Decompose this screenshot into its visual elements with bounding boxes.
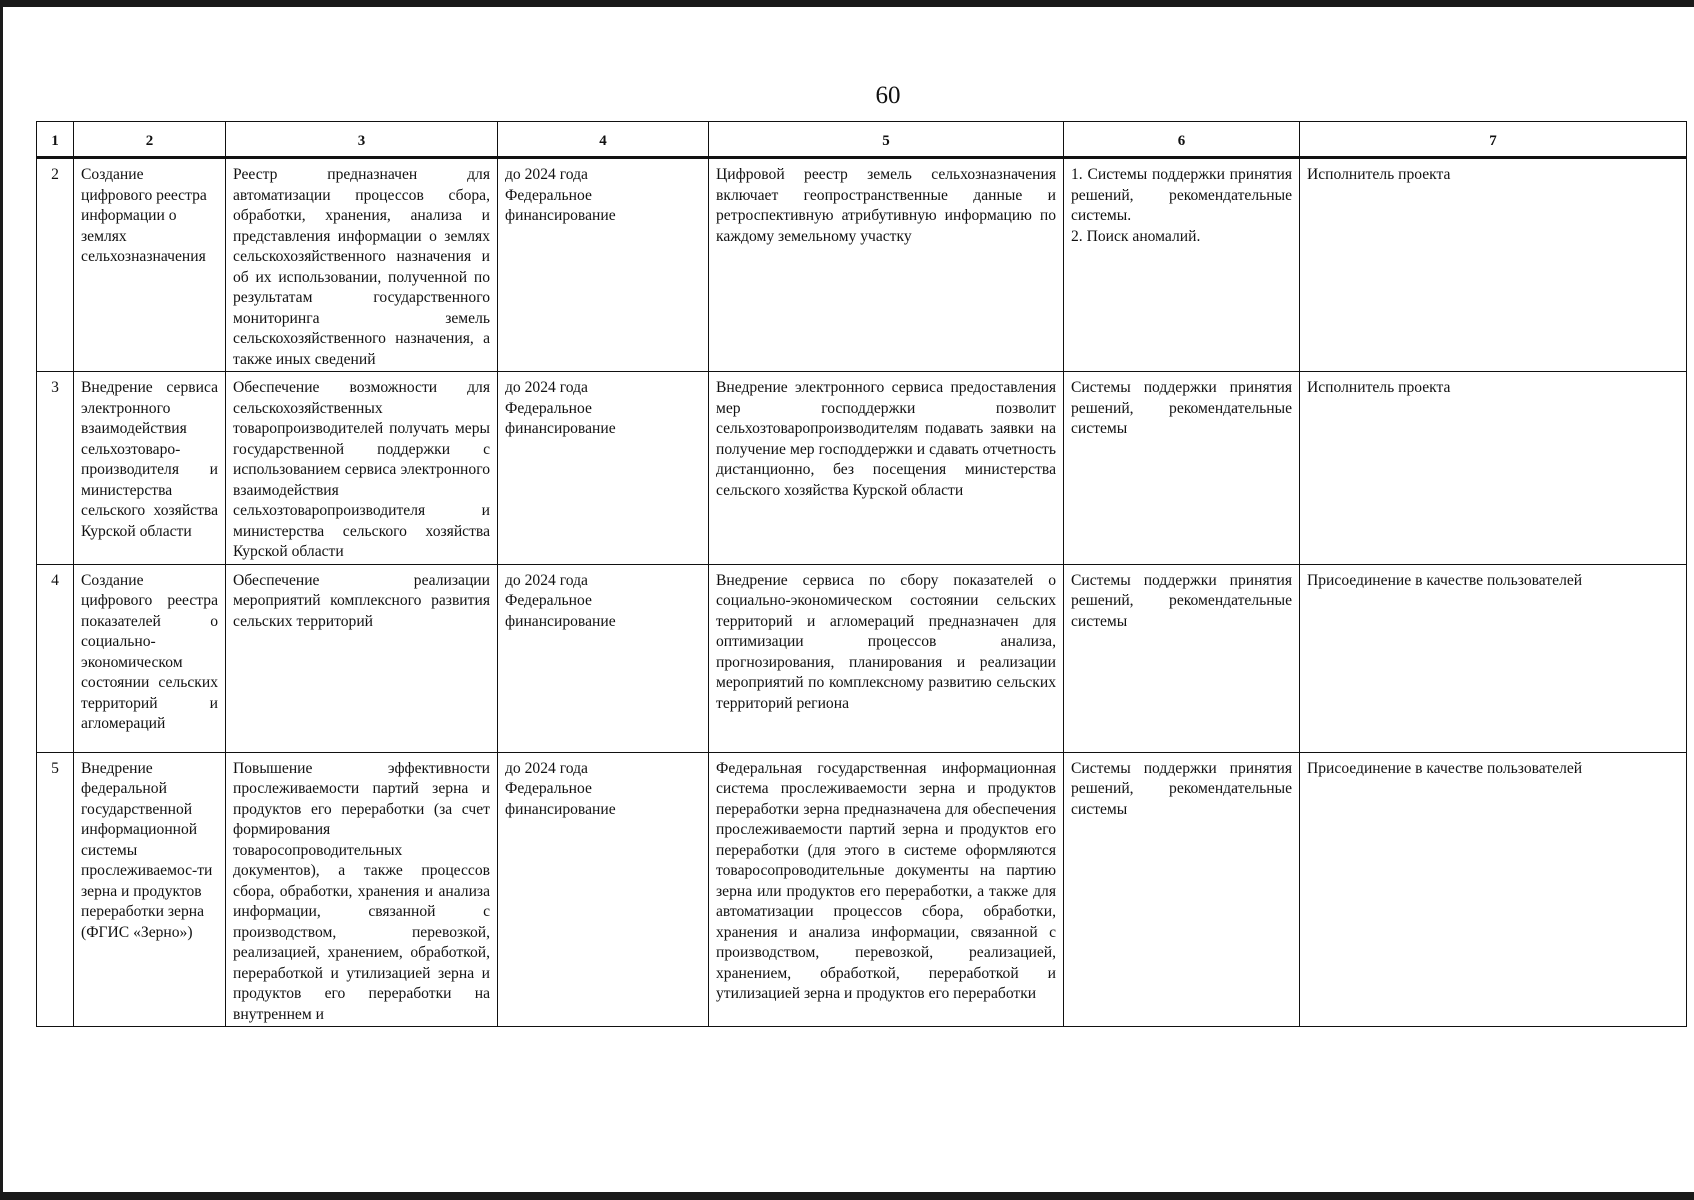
header-col-4: 4	[498, 122, 709, 158]
technology-item: Системы поддержки принятия решений, рекомендательные системы	[1071, 379, 1292, 437]
project-name: Внедрение федеральной государственной информационной системы прослеживаемос-ти зерна и продуктов переработки зерна (ФГИС «Зерно»)	[74, 752, 226, 1027]
row-number: 4	[37, 564, 74, 752]
project-technologies	[1064, 158, 1300, 372]
header-row	[37, 122, 1687, 158]
project-role: Присоединение в качестве пользователей	[1300, 752, 1687, 1027]
project-term-funding	[498, 752, 709, 1027]
project-description: Внедрение электронного сервиса предоставления мер господдержки позволит сельхозтоваропроизводителям подавать заявки на получение мер господдержки и сдавать отчетность дистанционно, без посещения министерства сельского хозяйства Курской области	[709, 372, 1064, 565]
project-term: до 2024 года	[505, 379, 588, 396]
project-term: до 2024 года	[505, 166, 588, 183]
project-description: Цифровой реестр земель сельхозназначения включает геопространственные данные и ретроспективную атрибутивную информацию по каждому земельному участку	[709, 158, 1064, 372]
row-number: 5	[37, 752, 74, 1027]
project-funding: Федеральное финансирование	[505, 592, 616, 630]
table-row	[37, 564, 1687, 752]
technology-item: 2. Поиск аномалий.	[1071, 227, 1201, 245]
project-technologies	[1064, 564, 1300, 752]
header-col-2: 2	[74, 122, 226, 158]
project-description: Федеральная государственная информационная система прослеживаемости зерна и продуктов переработки зерна предназначена для обеспечения прослеживаемости партий зерна и продуктов его переработки (для этого в системе оформляются товаросопроводительные документы на партию зерна или продуктов его переработки, а также для автоматизации процессов сбора, обработки, хранения и анализа информации, связанной с производством, перевозкой, реализацией, хранением, обработкой, переработкой и утилизацией зерна и продуктов его переработки	[709, 752, 1064, 1027]
project-purpose: Реестр предназначен для автоматизации процессов сбора, обработки, хранения, анализа и представления информации о землях сельскохозяйственного назначения и об их использовании, полученной по результатам государственного мониторинга земель сельскохозяйственного назначения, а также иных сведений	[226, 158, 498, 372]
project-term-funding	[498, 158, 709, 372]
project-purpose: Повышение эффективности прослеживаемости партий зерна и продуктов его переработки (за счет формирования товаросопроводительных документов), а также процессов сбора, обработки, хранения и анализа информации, связанной с производством, перевозкой, реализацией, хранением, обработкой, переработкой и утилизацией зерна и продуктов его переработки на внутреннем и	[226, 752, 498, 1027]
project-funding: Федеральное финансирование	[505, 780, 616, 818]
project-purpose: Обеспечение возможности для сельскохозяйственных товаропроизводителей получать меры государственной поддержки с использованием сервиса электронного взаимодействия сельхозтоваропроизводителя и министерства сельского хозяйства Курской области	[226, 372, 498, 565]
technology-item: Системы поддержки принятия решений, рекомендательные системы	[1071, 571, 1292, 630]
project-name: Создание цифрового реестра информации о землях сельхозназначения	[74, 158, 226, 372]
project-funding: Федеральное финансирование	[505, 186, 616, 224]
project-funding: Федеральное финансирование	[505, 399, 616, 437]
project-name: Внедрение сервиса электронного взаимодействия сельхозтоваро-производителя и министерства сельского хозяйства Курской области	[74, 372, 226, 565]
project-term: до 2024 года	[505, 571, 588, 589]
header-col-5: 5	[709, 122, 1064, 158]
table-row	[37, 158, 1687, 372]
projects-table	[36, 121, 1687, 1027]
scan-edge-left	[0, 0, 3, 1200]
project-description: Внедрение сервиса по сбору показателей о социально-экономическом состоянии сельских территорий и агломераций предназначен для оптимизации процессов анализа, прогнозирования, планирования и реализации мероприятий по комплексному развитию сельских территорий региона	[709, 564, 1064, 752]
table-row	[37, 372, 1687, 565]
project-technologies	[1064, 372, 1300, 565]
row-number: 2	[37, 158, 74, 372]
page-number: 60	[875, 82, 901, 109]
project-name: Создание цифрового реестра показателей о социально-экономическом состоянии сельских территорий и агломераций	[74, 564, 226, 752]
scan-edge-bottom	[0, 1192, 1694, 1200]
project-term-funding	[498, 564, 709, 752]
row-number: 3	[37, 372, 74, 565]
technology-item: Системы поддержки принятия решений, рекомендательные системы	[1071, 759, 1292, 818]
table-row	[37, 752, 1687, 1027]
header-col-3: 3	[226, 122, 498, 158]
project-term-funding	[498, 372, 709, 565]
table-body	[37, 158, 1687, 1027]
technology-item: 1. Системы поддержки принятия решений, рекомендательные системы.	[1071, 166, 1292, 224]
project-role: Присоединение в качестве пользователей	[1300, 564, 1687, 752]
project-role: Исполнитель проекта	[1300, 372, 1687, 565]
project-term: до 2024 года	[505, 759, 588, 777]
header-col-1: 1	[37, 122, 74, 158]
scan-edge-top	[0, 0, 1694, 7]
table-header	[37, 122, 1687, 158]
header-col-6: 6	[1064, 122, 1300, 158]
header-col-7: 7	[1300, 122, 1687, 158]
project-role: Исполнитель проекта	[1300, 158, 1687, 372]
project-purpose: Обеспечение реализации мероприятий комплексного развития сельских территорий	[226, 564, 498, 752]
project-technologies	[1064, 752, 1300, 1027]
